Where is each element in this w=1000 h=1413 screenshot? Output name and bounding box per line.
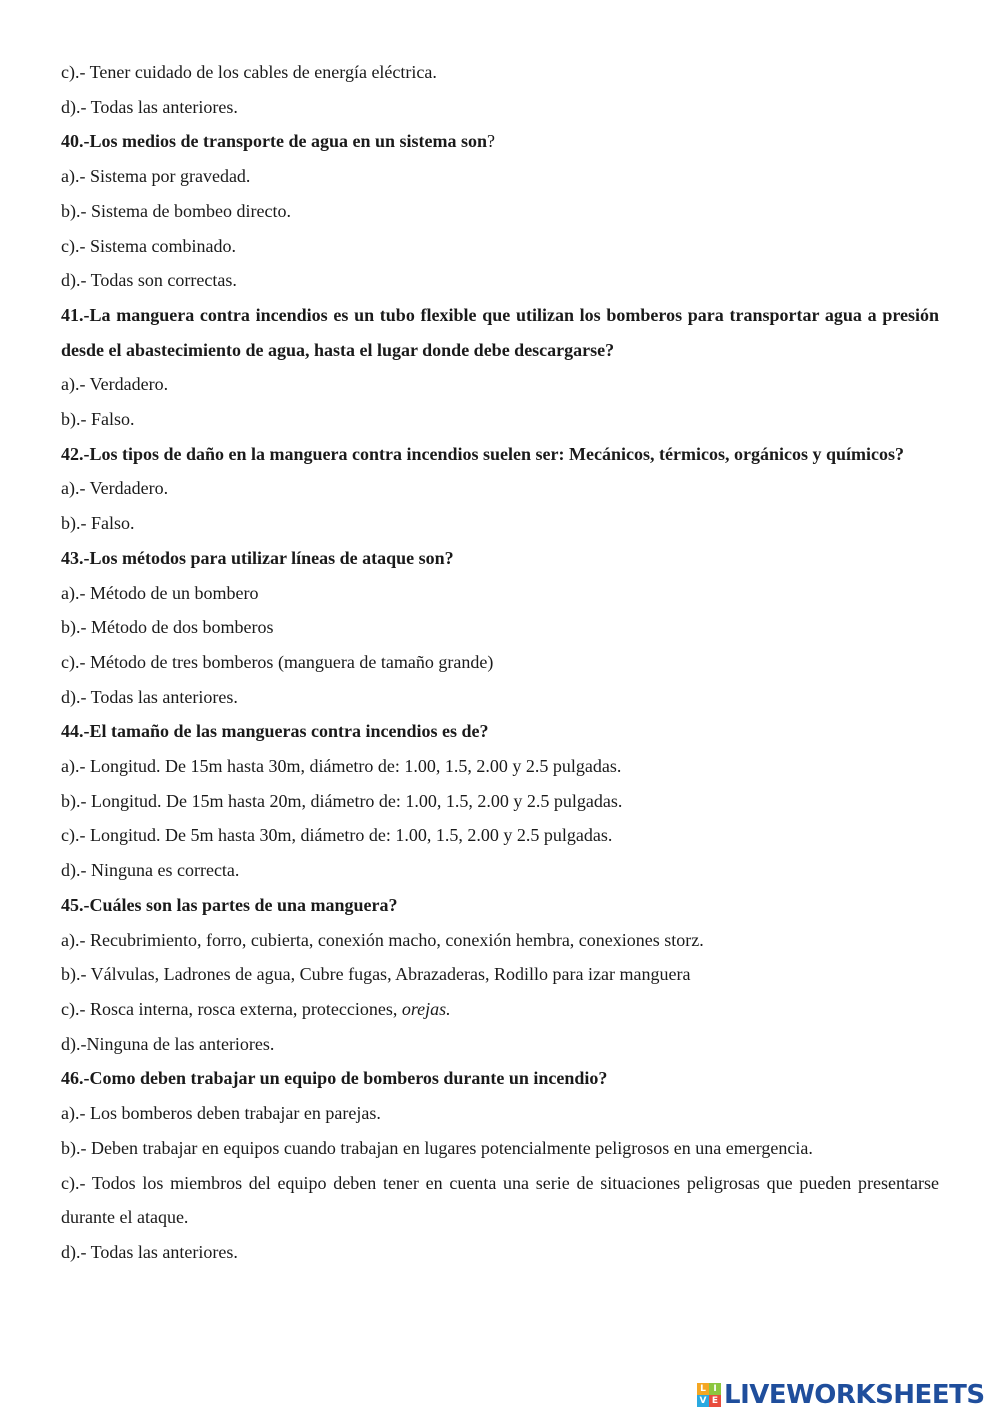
- option-45d: d).-Ninguna de las anteriores.: [61, 1033, 275, 1054]
- option-41a: a).- Verdadero.: [61, 374, 169, 395]
- option-45c-italic: orejas.: [401, 998, 451, 1019]
- option-40d: d).- Todas son correctas.: [61, 270, 237, 291]
- liveworksheets-brand-text: LIVEWORKSHEETS: [724, 1380, 985, 1410]
- liveworksheets-logo-icon: [697, 1383, 721, 1407]
- option-46a: a).- Los bomberos deben trabajar en parejas.: [61, 1103, 381, 1124]
- question-45: 45.-Cuáles son las partes de una manguera?: [61, 894, 398, 915]
- option-45a: a).- Recubrimiento, forro, cubierta, conexión macho, conexión hembra, conexiones storz.: [61, 929, 704, 950]
- logo-letter-l: L: [697, 1383, 709, 1395]
- worksheet-page: [61, 55, 939, 1270]
- question-41: 41.-La manguera contra incendios es un tubo flexible que utilizan los bomberos para transportar agua a presión desde el abastecimiento de agua, hasta el lugar donde debe descargarse?: [61, 304, 939, 360]
- liveworksheets-logo: [697, 1379, 997, 1411]
- question-44: 44.-El tamaño de las mangueras contra incendios es de?: [61, 721, 489, 742]
- option-42a: a).- Verdadero.: [61, 478, 169, 499]
- logo-letter-e: E: [709, 1395, 721, 1407]
- option-46d: d).- Todas las anteriores.: [61, 1241, 238, 1262]
- option-43b: b).- Método de dos bomberos: [61, 617, 274, 638]
- option-43c: c).- Método de tres bomberos (manguera de tamaño grande): [61, 651, 494, 672]
- option-39d: d).- Todas las anteriores.: [61, 96, 238, 117]
- option-44c: c).- Longitud. De 5m hasta 30m, diámetro de: 1.00, 1.5, 2.00 y 2.5 pulgadas.: [61, 825, 613, 846]
- option-39c: c).- Tener cuidado de los cables de energía eléctrica.: [61, 62, 437, 82]
- option-43a: a).- Método de un bombero: [61, 582, 259, 603]
- option-44d: d).- Ninguna es correcta.: [61, 860, 240, 881]
- option-40c: c).- Sistema combinado.: [61, 235, 236, 256]
- option-44b: b).- Longitud. De 15m hasta 20m, diámetro de: 1.00, 1.5, 2.00 y 2.5 pulgadas.: [61, 790, 623, 811]
- option-42b: b).- Falso.: [61, 513, 135, 534]
- logo-letter-i: I: [709, 1383, 721, 1395]
- option-46b: b).- Deben trabajar en equipos cuando trabajan en lugares potencialmente peligrosos en una emergencia.: [61, 1137, 813, 1158]
- question-40-mark: ?: [487, 131, 496, 152]
- question-42: 42.-Los tipos de daño en la manguera contra incendios suelen ser: Mecánicos, térmicos, orgánicos y químicos?: [61, 443, 904, 464]
- option-40b: b).- Sistema de bombeo directo.: [61, 200, 291, 221]
- question-46: 46.-Como deben trabajar un equipo de bomberos durante un incendio?: [61, 1068, 608, 1089]
- question-43: 43.-Los métodos para utilizar líneas de ataque son?: [61, 547, 454, 568]
- option-44a: a).- Longitud. De 15m hasta 30m, diámetro de: 1.00, 1.5, 2.00 y 2.5 pulgadas.: [61, 756, 622, 777]
- option-41b: b).- Falso.: [61, 409, 135, 430]
- option-40a: a).- Sistema por gravedad.: [61, 166, 251, 187]
- question-40: 40.-Los medios de transporte de agua en un sistema son?: [61, 131, 496, 152]
- option-45b: b).- Válvulas, Ladrones de agua, Cubre fugas, Abrazaderas, Rodillo para izar manguera: [61, 964, 691, 985]
- logo-letter-v: V: [697, 1395, 709, 1407]
- option-43d: d).- Todas las anteriores.: [61, 686, 238, 707]
- option-46c: c).- Todos los miembros del equipo deben tener en cuenta una serie de situaciones peligrosas que pueden presentarse durante el ataque.: [61, 1172, 939, 1228]
- option-45c: c).- Rosca interna, rosca externa, protecciones, orejas.: [61, 998, 451, 1019]
